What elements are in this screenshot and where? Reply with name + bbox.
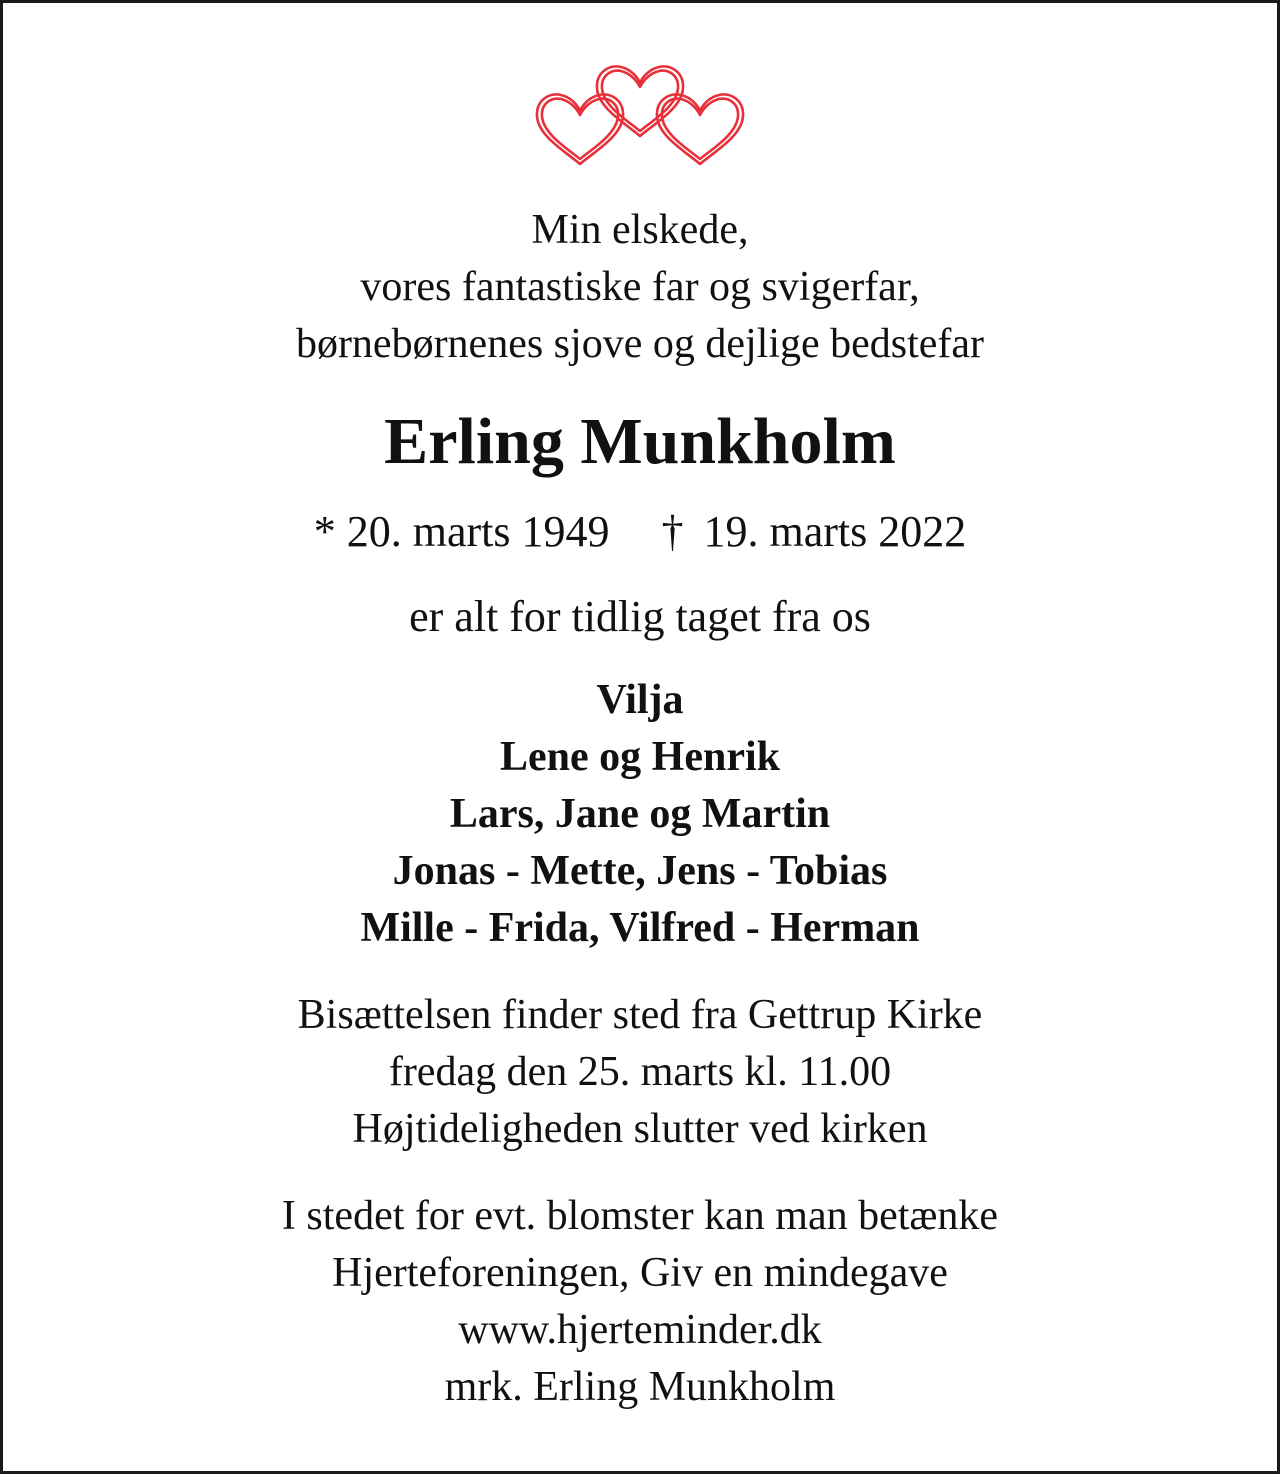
intro-text	[0, 202, 1280, 373]
funeral-line-2: fredag den 25. marts kl. 11.00	[388, 1049, 892, 1095]
donation-line-4: mrk. Erling Munkholm	[444, 1364, 836, 1410]
family-line-2: Lene og Henrik	[500, 734, 780, 780]
family-names	[0, 672, 1280, 957]
intro-line-2: vores fantastiske far og svigerfar,	[360, 264, 920, 310]
intro-line-1: Min elskede,	[531, 207, 749, 253]
family-line-1: Vilja	[596, 677, 684, 723]
intro-line-3: børnebørnenes sjove og dejlige bedstefar	[295, 321, 985, 367]
passed-line: er alt for tidlig taget fra os	[409, 592, 871, 641]
triple-hearts-icon	[528, 62, 752, 172]
death-date: 19. marts 2022	[703, 507, 967, 556]
deceased-name: Erling Munkholm	[384, 405, 896, 478]
donation-line-1: I stedet for evt. blomster kan man betænke	[281, 1193, 999, 1239]
donation-info	[0, 1188, 1280, 1416]
funeral-line-3: Højtideligheden slutter ved kirken	[352, 1106, 928, 1152]
family-line-3: Lars, Jane og Martin	[449, 791, 831, 837]
passed-text	[0, 588, 1280, 645]
death-symbol: †	[661, 507, 684, 556]
family-line-5: Mille - Frida, Vilfred - Herman	[360, 905, 920, 951]
donation-line-2: Hjerteforeningen, Giv en mindegave	[332, 1250, 948, 1296]
funeral-info	[0, 987, 1280, 1158]
funeral-line-1: Bisættelsen finder sted fra Gettrup Kirke	[297, 992, 983, 1038]
donation-link: www.hjerteminder.dk	[458, 1307, 822, 1353]
birth-date: 20. marts 1949	[346, 507, 610, 556]
life-dates	[0, 502, 1280, 562]
family-line-4: Jonas - Mette, Jens - Tobias	[392, 848, 888, 894]
birth-symbol: *	[313, 507, 336, 556]
